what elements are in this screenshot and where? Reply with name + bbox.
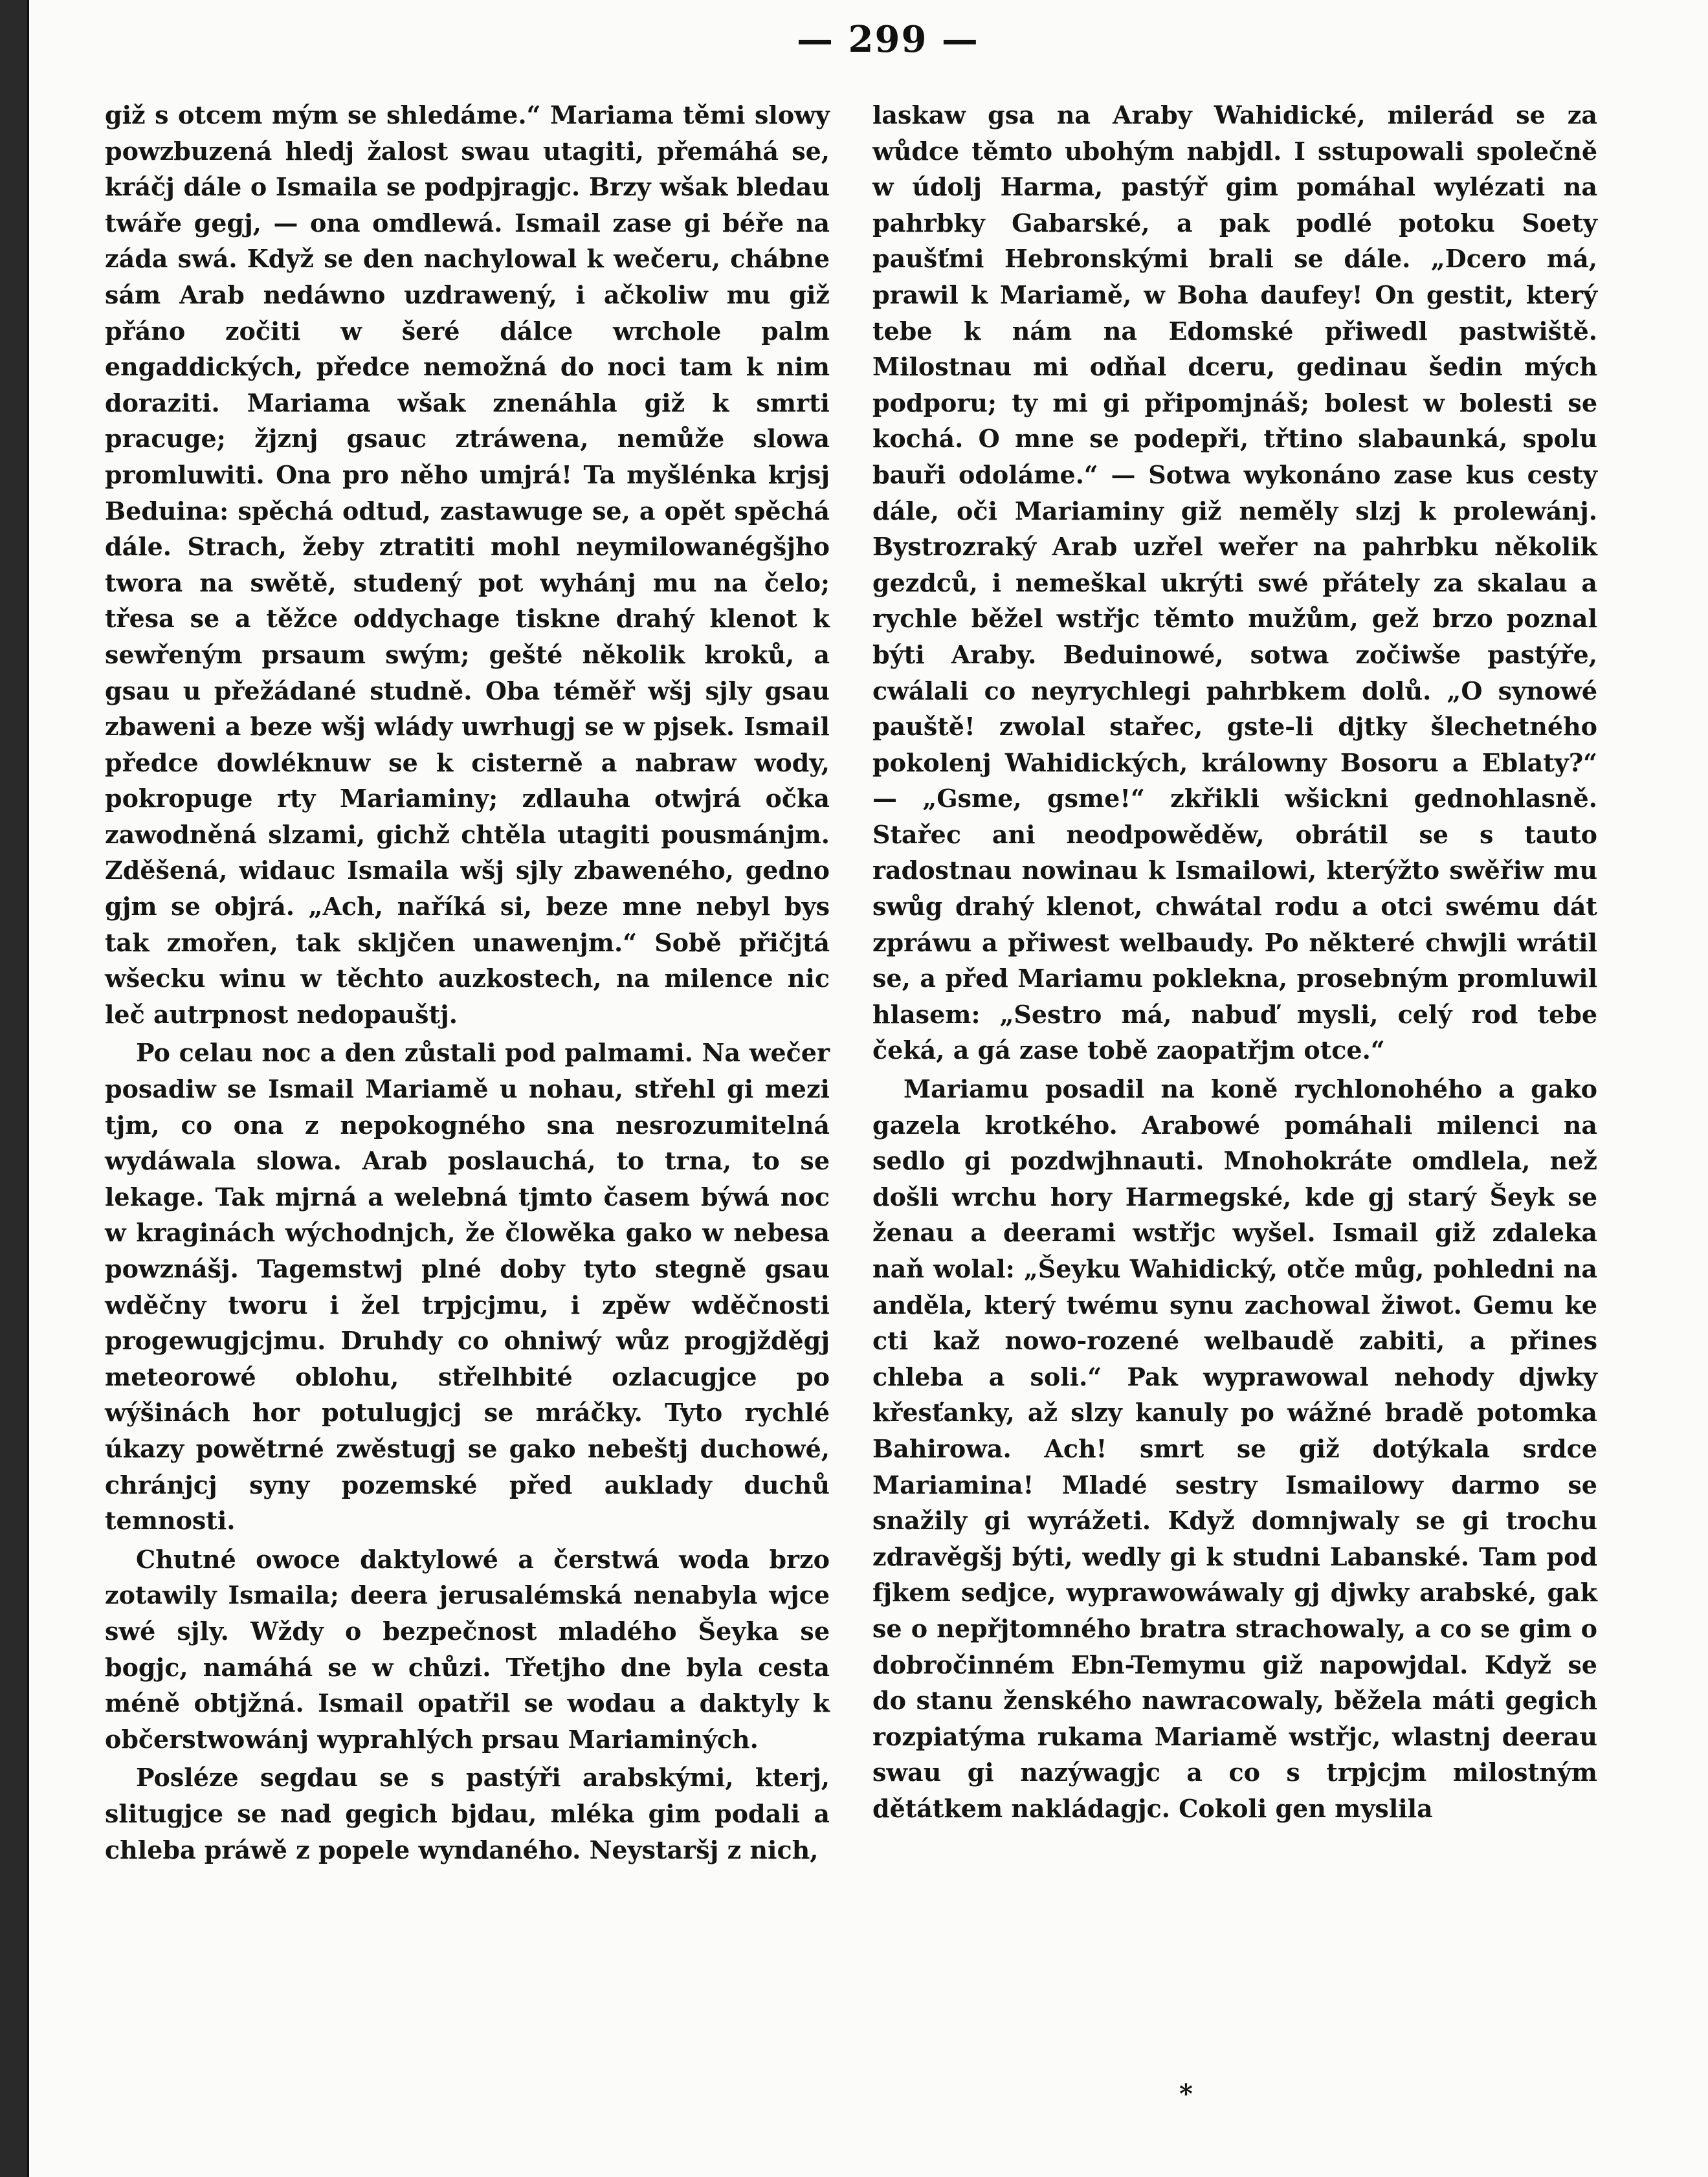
book-page bbox=[27, 0, 1708, 2177]
right-column bbox=[872, 97, 1597, 1827]
paragraph: Po celau noc a den zůstali pod palmami. Na wečer posadiw se Ismail Mariamě u nohau, střehl gi mezi tjm, co ona z nepokogného sna nesrozumitelná wydáwala slowa. Arab poslauchá, to trna, to se lekage. Tak mjrná a welebná tjmto časem býwá noc w kraginách wýchodnjch, že člowěka gako w nebesa powznášj. Tagemstwj plné doby tyto stegně gsau wděčny tworu i žel trpjcjmu, i zpěw wděčnosti progewugjcjmu. Druhdy co ohniwý wůz progjžděgj meteorowé oblohu, střelhbité ozlacugjce po wýšinách hor potulugjcj se mráčky. Tyto rychlé úkazy powětrné zwěstugj se gako nebeštj duchowé, chránjcj syny pozemské před auklady duchů temnosti. bbox=[105, 1038, 830, 1536]
page-number: — 299 — bbox=[797, 18, 979, 61]
paragraph: Chutné owoce daktylowé a čerstwá woda brzo zotawily Ismaila; deera jerusalémská nenabyla wjce swé sjly. Wždy o bezpečnost mladého Šeyka se bogjc, namáhá se w chůzi. Třetjho dne byla cesta méně obtjžná. Ismail opatřil se wodau a daktyly k občerstwowánj wyprahlých prsau Mariaminých. bbox=[105, 1544, 830, 1754]
footer-mark: * bbox=[1179, 2079, 1193, 2109]
paragraph: laskaw gsa na Araby Wahidické, milerád se za wůdce těmto ubohým nabjdl. I sstupowali společně w údolj Harma, pastýř gim pomáhal wylézati na pahrbky Gabarské, a pak podlé potoku Soety paušťmi Hebronskými brali se dále. „Dcero má, prawil k Mariamě, w Boha daufey! On gestit, který tebe k nám na Edomské přiwedl pastwiště. Milostnau mi odňal dceru, gedinau šedin mých podporu; ty mi gi připomjnáš; bolest w bolesti se kochá. O mne se podepři, třtino slabaunká, spolu bauři odoláme.“ — Sotwa wykonáno zase kus cesty dále, oči Mariaminy giž neměly slzj k prolewánj. Bystrozraký Arab uzřel weřer na pahrbku několik gezdců, i nemeškal ukrýti swé přátely za skalau a rychle běžel wstřjc těmto mužům, gež brzo poznal býti Araby. Beduinowé, sotwa zočiwše pastýře, cwálali co neyrychlegi pahrbkem dolů. „O synowé pauště! zwolal stařec, gste-li djtky šlechetného pokolenj Wahidických, králowny Bosoru a Eblaty?“ — „Gsme, gsme!“ zkřikli wšickni gednohlasně. Stařec ani neodpowěděw, obrátil se s tauto radostnau nowinau k Ismailowi, kterýžto swěřiw mu swůg drahý klenot, chwátal rodu a otci swému dát zpráwu a přiwest welbaudy. Po některé chwjli wrátil se, a před Mariamu poklekna, prosebným promluwil hlasem: „Sestro má, nabuď mysli, celý rod tebe čeká, a gá zase tobě zaopatřjm otce.“ bbox=[872, 100, 1597, 1065]
left-column bbox=[105, 97, 830, 1868]
paragraph: Posléze segdau se s pastýři arabskými, kterj, slitugjce se nad gegich bjdau, mléka gim podali a chleba práwě z popele wyndaného. Neystaršj z nich, bbox=[105, 1763, 830, 1864]
paragraph: giž s otcem mým se shledáme.“ Mariama těmi slowy powzbuzená hledj žalost swau utagiti, přemáhá se, kráčj dále o Ismaila se podpjragjc. Brzy wšak bledau twáře gegj, — ona omdlewá. Ismail zase gi béře na záda swá. Když se den nachylowal k wečeru, chábne sám Arab nedáwno uzdrawený, i ačkoliw mu giž přáno zočiti w šeré dálce wrchole palm engaddických, předce nemožná do noci tam k nim doraziti. Mariama wšak znenáhla giž k smrti pracuge; žjznj gsauc ztráwena, nemůže slowa promluwiti. Ona pro něho umjrá! Ta myšlénka krjsj Beduina: spěchá odtud, zastawuge se, a opět spěchá dále. Strach, žeby ztratiti mohl neymilowanégšjho twora na swětě, studený pot wyhánj mu na čelo; třesa se a těžce oddychage tiskne drahý klenot k sewřeným prsaum swým; gešté několik kroků, a gsau u přežádané studně. Oba téměř wšj sjly gsau zbaweni a beze wšj wlády uwrhugj se w pjsek. Ismail předce dowléknuw se k cisterně a nabraw wody, pokropuge rty Mariaminy; zdlauha otwjrá očka zawodněná slzami, gichž chtěla utagiti pousmánjm. Zděšená, widauc Ismaila wšj sjly zbaweného, gedno gjm se objrá. „Ach, naříká si, beze mne nebyl bys tak zmořen, tak skljčen unawenjm.“ Sobě přičjtá wšecku winu w těchto auzkostech, na milence nic leč autrpnost nedopauštj. bbox=[105, 100, 830, 1029]
paragraph: Mariamu posadil na koně rychlonohého a gako gazela krotkého. Arabowé pomáhali milenci na sedlo gi pozdwjhnauti. Mnohokráte omdlela, než došli wrchu hory Harmegské, kde gj starý Šeyk se ženau a deerami wstřjc wyšel. Ismail giž zdaleka naň wolal: „Šeyku Wahidický, otče můg, pohledni na anděla, který twému synu zachowal žiwot. Gemu ke cti kaž nowo-rozené welbaudě zabiti, a přines chleba a soli.“ Pak wyprawowal nehody djwky křesťanky, až slzy kanuly po wážné bradě potomka Bahirowa. Ach! smrt se giž dotýkala srdce Mariamina! Mladé sestry Ismailowy darmo se snažily gi wyrážeti. Když domnjwaly se gi trochu zdravěgšj býti, wedly gi k studni Labanské. Tam pod fjkem sedjce, wyprawowáwaly gj djwky arabské, gak se o nepřjtomného bratra strachowaly, a co se gim o dobročinném Ebn-Temymu giž napowjdal. Když se do stanu ženského nawracowaly, běžela máti gegich rozpiatýma rukama Mariamě wstřjc, wlastnj deerau swau gi nazýwagjc a co s trpjcjm milostným dětátkem nakládagjc. Cokoli gen myslila bbox=[872, 1074, 1597, 1823]
